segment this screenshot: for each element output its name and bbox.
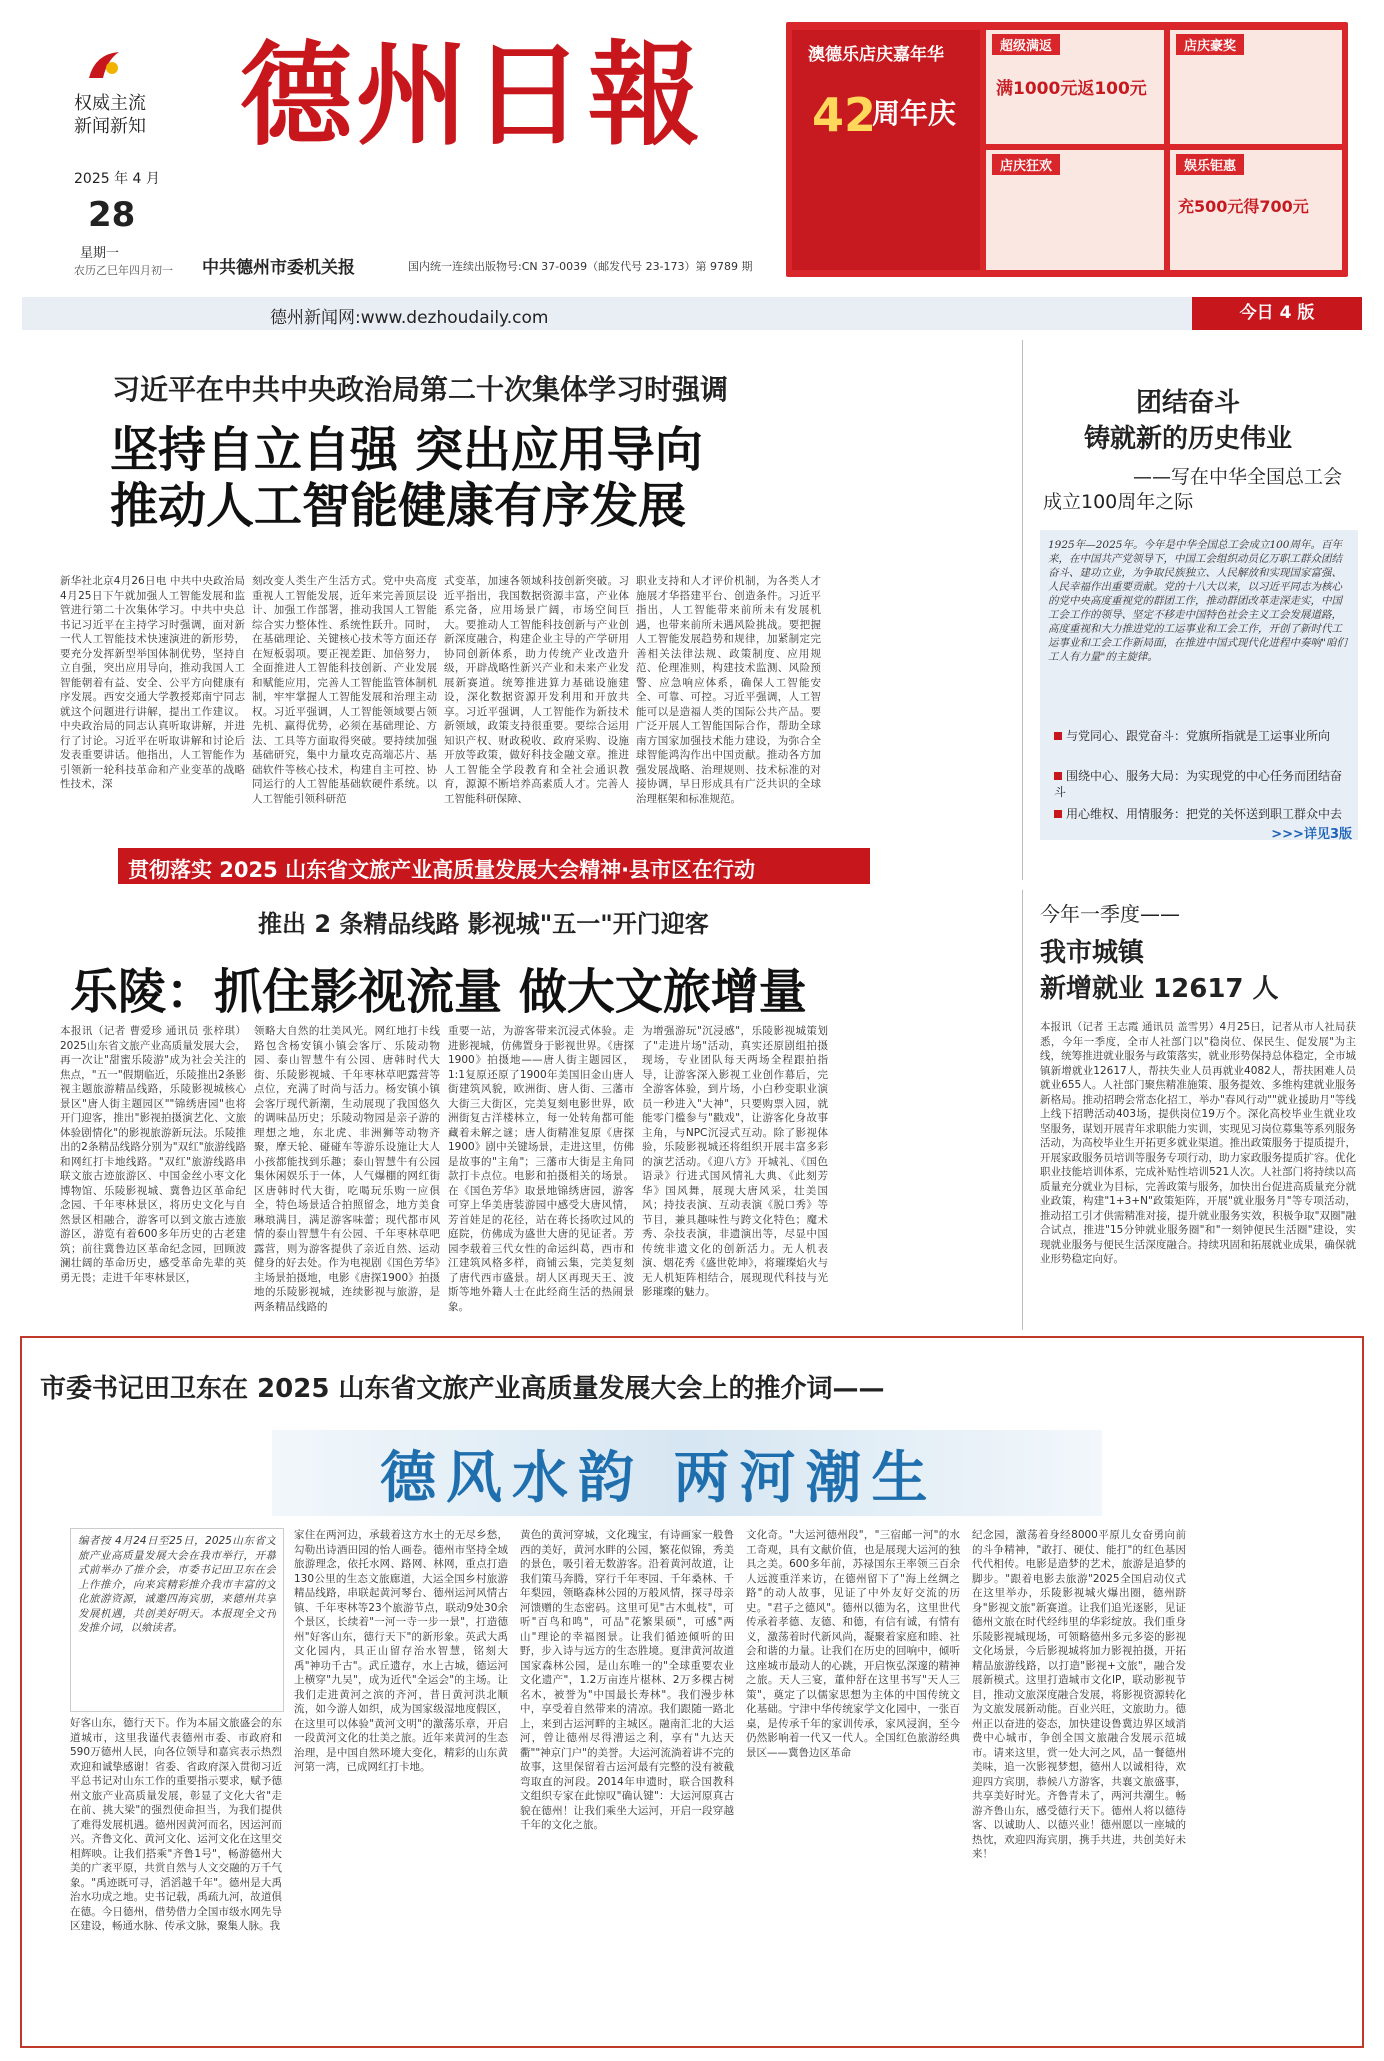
lunar-date: 农历乙巳年四月初一 <box>74 264 173 277</box>
sidebar-subtitle <box>1043 465 1343 515</box>
lead-headline-line2: 推动人工智能健康有序发展 <box>110 478 687 534</box>
ad-panel-prize <box>1170 30 1342 144</box>
section2-column-3: 重要一站，为游客带来沉浸式体验。走进影视城，仿佛置身于影视世界。《唐探1900》拍摄地——唐人街主题园区，1:1复原还原了1900年美国旧金山唐人街建筑风貌，欧洲街、唐人街、三藩市大街三大街区，完美复刻电影世界，欧洲街复古洋楼林立，每一处转角都可能藏着未解之谜；唐人街精准复原《唐探1900》剧中关键场景，走进这里，仿佛是故事的"主角"；三藩市大街是主角同款打卡点位。电影和拍摄相关的场景。在《国色芳华》取景地锦绣唐园，游客可穿上华美唐装游园中感受大唐风情，芳首娃足的花径，站在蒋长扬吹过风的庭院，仿佛成为盛世大唐的见证者。芳园李载着三代女性的命运纠葛，西市和江建筑风格多样，商铺云集，完美复刻了唐代西市盛景。胡人区再现天王、波斯等地外籍人士在此经商生活的热闹景象。 <box>448 1025 634 1313</box>
ad-tag: 娱乐钜惠 <box>1176 154 1244 175</box>
masthead: 德州日報 <box>240 30 704 161</box>
ad-anniversary-label: 周年庆 <box>872 97 957 130</box>
website-bar <box>22 297 1362 330</box>
feature-column-2: 家住在两河边，承载着这方水土的无尽乡愁，勾勒出诗酒田园的怡人画卷。德州市坚持全域旅游理念，依托水网、路网、林网，重点打造130公里的生态文旅廊道，大运全国乡村旅游精品线路，串联起黄河琴台、德州运河风情古镇、千年枣林等23个旅游节点，联动9处30余个景区，长续着"一河一寺一步一景"，打造德州"好客山东，德行天下"的新形象。英武大禹文化园内，具正山留存治水智慧，铭刻大禹"神功千古"。武丘遗存，水上古城，德运河上横穿"九吴"，成为近代"全运会"的主场。让我们走进黄河之滨的齐河，昔日黄河洪北顺流，如今游人如织，成为国家级湿地度假区，在这里可以体验"黄河文明"的激荡乐章，开启一段黄河文化的壮美之旅。近年来黄河的生态治理，是中国自然环境大变化，精彩的山东黄河第一湾，已成网红打卡地。 <box>294 1529 508 1773</box>
issue-number: 国内统一连续出版物号:CN 37-0039（邮发代号 23-173）第 9789 期 <box>408 260 753 273</box>
issue-day: 28 <box>88 195 136 235</box>
section2-headline: 乐陵：抓住影视流量 做大文旅增量 <box>70 964 807 1020</box>
lead-column-4: 职业支持和人才评价机制，为各类人才施展才华搭建平台、创造条件。习近平指出，人工智能带来前所未有发展机遇，也带来前所未遇风险挑战。要把握人工智能发展趋势和规律，加紧制定完善相关法律法规、政策制度、应用规范、伦理准则，构建技术监测、风险预警、应急响应体系，确保人工智能安全、可靠、可控。习近平强调，人工智能可以是造福人类的国际公共产品。要广泛开展人工智能国际合作，帮助全球南方国家加强技术能力建设，为弥合全球智能鸿沟作出中国贡献。推动各方加强发展战略、治理规则、技术标准的对接协调，早日形成具有广泛共识的全球治理框架和标准规范。 <box>636 575 821 805</box>
employment-title-line1: 我市城镇 <box>1040 938 1145 968</box>
feature-column-3: 黄色的黄河穿城，文化瑰宝，有诗画家一般鲁西的美好，黄河水畔的公园，繁花似锦，秀美的景色，吸引着无数游客。沿着黄河故道，让我们策马奔腾，穿行千年枣园、千年桑林、千年梨园，领略森林公园的万般风情，探寻母亲河馈赠的生态密码。这里可见"古木虬枝"，可听"百鸟和鸣"，可品"花繁果硕"，可感"两山"理论的幸福图景。让我们循迹倾听的田野，步入诗与远方的生态胜境。夏津黄河故道国家森林公园，是山东唯一的"全球重要农业文化遗产"，1.2万亩连片椹林、2万多棵古树名木，被誉为"中国最长寿林"。我们漫步林中，享受着自然带来的清凉。我们跟随一路北上，来到古运河畔的主城区。融南汇北的大运河，曾让德州尽得漕运之利，享有"九达天衢""神京门户"的美誉。大运河流淌着讲不完的故事，这里保留着古运河最有完整的没有被截弯取直的河段。2014年申遗时，联合国教科文组织专家在此惊叹"确认键"：大运河原真古貌在德州！让我们乘坐大运河，开启一段穿越千年的文化之旅。 <box>520 1529 734 1831</box>
lead-column-1: 新华社北京4月26日电 中共中央政治局4月25日下午就加强人工智能发展和监管进行第二十次集体学习。中共中央总书记习近平在主持学习时强调，面对新一代人工智能技术快速演进的新形势，要充分发挥新型举国体制优势，坚持自立自强，突出应用导向，推动我国人工智能朝着有益、安全、公平方向健康有序发展。西安交通大学教授郑南宁同志就这个问题进行讲解，提出工作建议。中央政治局的同志认真听取讲解，并进行了讨论。习近平在听取讲解和讨论后发表重要讲话。他指出，人工智能作为引领新一轮科技革命和产业变革的战略性技术，深 <box>60 575 245 790</box>
feature-column-1: 好客山东，德行天下。作为本届文旅盛会的东道城市，这里我谨代表德州市委、市政府和590万德州人民，向各位领导和嘉宾表示热烈欢迎和诚挚感谢！省委、省政府深入贯彻习近平总书记对山东工作的重要指示要求，赋予德州文旅产业高质量发展，彰显了文化大省"走在前、挑大梁"的强烈使命担当，为我们提供了难得发展机遇。德州因黄河而名，因运河而兴。齐鲁文化、黄河文化、运河文化在这里交相辉映。让我们搭乘"齐鲁1号"，畅游德州大美的广袤平原，共赏自然与人文交融的万千气象。"禹迹既可寻，滔滔越千年"。德州是大禹治水功成之地。史书记载，禹疏九河，故道俱在德。今日德州，借势借力全国市级水网先导区建设，畅通水脉、传承文脉，聚集人脉。我 <box>70 1717 282 1932</box>
sub-masthead: 中共德州市委机关报 <box>202 258 355 278</box>
section2-column-4: 为增强游玩"沉浸感"，乐陵影视城策划了"走进片场"活动，真实还原剧组拍摄现场，专业团队每天两场全程跟拍指导，让游客深入影视工业创作幕后，完全游客体验，到片场，小白秒变职业演员一秒进入"大神"，只要购票入园，就能零门槛参与"戳戏"，让游客化身故事主角，与NPC沉浸式互动。除了影视体验，乐陵影视城还将组织开展丰富多彩的演艺活动。《迎八方》开城礼、《国色语录》行进式国风情礼大典、《此刻芳华》国风舞，展现大唐风采，壮美国风；持技表演、互动表演《脱口秀》等节目，兼具趣味性与跨文化特色；魔术秀、杂技表演，非遗演出等，尽显中国传统非遗文化的创新活力。无人机表演、烟花秀《盛世乾坤》，将璀璨焰火与无人机矩阵相结合，展现现代科技与光影璀璨的魅力。 <box>642 1025 828 1298</box>
ad-tag: 店庆狂欢 <box>992 154 1060 175</box>
employment-kicker: 今年一季度—— <box>1040 902 1180 926</box>
section-banner <box>118 848 870 884</box>
sidebar-bullet: 围绕中心、服务大局：为实现党的中心任务而团结奋斗 <box>1054 769 1343 799</box>
feature-banner <box>272 1430 1102 1516</box>
feature-column-5: 纪念园，激荡着身经8000平原儿女奋勇向前的斗争精神，"敢打、硬仗、能打"的红色基因代代相传。电影是造梦的艺术，旅游是追梦的脚步。"跟着电影去旅游"2025全国启动仪式在这里举办，乐陵影视城火爆出圈，德州跻身"影视文旅"新赛道。让我们追光逐影，见证德州文旅在时代经纬里的华彩绽放。我们重身乐陵影视城现场，可领略德州多元多姿的影视文化场景，今后影视城将加力影视拍摄，开拓精品旅游线路，以打造"影视+文旅"，融合发展新模式。这里打造城市文化IP，联动影视节目，推动文旅深度融合发展，将影视资源转化为文旅发展新动能。百业兴旺，文旅助力。德州正以奋进的姿态，加快建设鲁冀边界区域消费中心城市，争创全国文旅融合发展示范城市。请来这里，赏一处大河之风，品一餐德州美味，追一次影视梦想，德州人以诚相待，欢迎四方宾朋，恭候八方游客，共襄文旅盛事，共享美好时光。齐鲁青未了，两河共潮生。畅游齐鲁山东，感受德行天下。德州人将以德待客、以诚助人、以德兴业！德州愿以一座城的热忱，欢迎四海宾朋，携手共进，共创美好未来！ <box>972 1529 1186 1860</box>
ad-tag: 店庆豪奖 <box>1176 34 1244 55</box>
sidebar-bullet: 用心维权、用情服务：把党的关怀送到职工群众中去 <box>1054 806 1344 822</box>
bullet-square-icon <box>1054 732 1062 740</box>
sidebar-intro: 1925年—2025年。今年是中华全国总工会成立100周年。百年来，在中国共产党领导下，中国工会组织动员亿万职工群众团结奋斗、建功立业，为争取民族独立、人民解放和实现国家富强、人民幸福作出重要贡献。党的十八大以来，以习近平同志为核心的党中央高度重视党的群团工作，推动群团改革走深走实，中国工会工作的领导、坚定不移走中国特色社会主义工会发展道路，高度重视和大力推进党的工运事业和工会工作，开创了新时代工运事业和工会工作新局面，在推进中国式现代化进程中奏响"咱们工人有力量"的主旋律。 <box>1048 539 1347 663</box>
column-divider <box>1022 340 1023 880</box>
ad-tag: 超级满返 <box>992 34 1060 55</box>
bullet-square-icon <box>1054 810 1062 818</box>
ad-promo: 充500元得700元 <box>1178 197 1309 216</box>
weekday: 星期一 <box>80 246 120 261</box>
ad-anniversary-number: 42 <box>812 88 877 142</box>
sidebar-subtitle-line1: ——写在中华全国总工会 <box>1133 466 1343 488</box>
issue-date: 2025 年 4 月 <box>74 171 160 187</box>
motto-line1: 权威主流 <box>74 93 146 114</box>
section2-column-1: 本报讯（记者 曹爱珍 通讯员 张梓琪）2025山东省文旅产业高质量发展大会，再一次让"甜蜜乐陵游"成为社会关注的焦点，"五一"假期临近，乐陵推出2条影视主题旅游精品线路，乐陵影视城核心景区"唐人街主题园区""锦绣唐园"也将开门迎客，推出"影视拍摄演艺化、文旅体验剧情化"的影视旅游新玩法。乐陵推出的2条精品线路分别为"双红"旅游线路和网红打卡地线路。"双红"旅游线路串联文旅古迹旅游区、中国金丝小枣文化博物馆、乐陵影视城、冀鲁边区革命纪念园、千年枣林景区，将历史文化与自然景区相融合，游客可以到文旅古迹旅游区，游览有着600多年历史的古老建筑；前往冀鲁边区革命纪念园，回顾波澜壮阔的革命历史，感受革命先辈的英勇无畏；走进千年枣林景区， <box>60 1025 246 1284</box>
employment-body: 本报讯（记者 王志霞 通讯员 盖雪男）4月25日，记者从市人社局获悉，今年一季度，全市人社部门以"稳岗位、保民生、促发展"为主线，统筹推进就业服务与政策落实，就业形势保持总体稳定，全市城镇新增就业12617人，帮扶失业人员再就业4082人，帮扶困难人员就业655人。人社部门聚焦精准施策、服务提效、多维构建就业服务新格局。推动招聘会常态化招工，举办"春风行动""就业援助月"等线上线下招聘活动403场，提供岗位19万个。深化高校毕业生就业攻坚服务，谋划开展青年求职能力实训，实现见习岗位募集等系列服务活动，为高校毕业生开拓更多就业渠道。推出政策服务于提质提升，开展家政服务员培训等服务专项行动，助力家政服务提质扩容。优化职业技能培训体系，完成补贴性培训521人次。人社部门将持续以高质量充分就业为目标，完善政策与服务，加快出台促进高质量充分就业政策，构建"1+3+N"政策矩阵，开展"就业服务月"等专项活动，推动招工引才供需精准对接，提升就业服务实效，积极争取"双圈"融合试点，推进"15分钟就业服务圈"和"一刻钟便民生活圈"建设，实现就业服务与便民生活深度融合。持续巩固和拓展就业成果，确保就业形势稳定向好。 <box>1040 1021 1356 1265</box>
page-count: 今日 4 版 <box>1192 297 1362 330</box>
advertisement[interactable] <box>786 22 1348 277</box>
lead-kicker: 习近平在中共中央政治局第二十次集体学习时强调 <box>112 373 729 406</box>
sidebar-title-line1: 团结奋斗 <box>1135 388 1240 418</box>
bullet-square-icon <box>1054 772 1062 780</box>
lead-headline-line1: 坚持自立自强 突出应用导向 <box>110 422 703 478</box>
section2-column-2: 领略大自然的壮美风光。网红地打卡线路包含杨安镇小镇会客厅、乐陵动物园、泰山智慧牛有公园、唐韩时代大街、乐陵影视城、千年枣林草吧露营等点位，充满了时尚与活力。杨安镇小镇会客厅现代新潮，生动展现了我国悠久的调味品历史；乐陵动物园是亲子游的理想之地，东北虎、非洲狮等动物齐聚，摩天轮、碰碰车等游乐设施让大人小孩都能找到乐趣；泰山智慧牛有公园集休闲娱乐于一体，人气爆棚的网红街区唐韩时代大街，吃喝玩乐购一应俱全，特色场景适合拍照留念，地方美食琳琅满目，满足游客味蕾；现代都市风情的泰山智慧牛有公园、千年枣林草吧露营，则为游客提供了亲近自然、运动健身的好去处。作为电视剧《国色芳华》主场景拍摄地，电影《唐探1900》拍摄地的乐陵影视城，连续影视与旅游，是两条精品线路的 <box>254 1025 440 1313</box>
ad-panel-rebate <box>986 30 1164 144</box>
motto-line2: 新闻新知 <box>74 116 146 137</box>
lead-headline <box>110 422 703 534</box>
column-divider <box>1022 890 1023 1330</box>
ad-main-panel <box>792 30 980 270</box>
feature-kicker: 市委书记田卫东在 2025 山东省文旅产业高质量发展大会上的推介词—— <box>40 1374 885 1404</box>
more-link[interactable]: >>>详见3版 <box>1271 827 1352 842</box>
ad-panel-carnival <box>986 150 1164 270</box>
sidebar-title <box>1043 385 1333 457</box>
section2-kicker: 推出 2 条精品线路 影视城"五一"开门迎客 <box>258 910 709 938</box>
editor-note: 编者按 4月24日至25日，2025山东省文旅产业高质量发展大会在我市举行，开幕式前举办了推介会，市委书记田卫东在会上作推介，向来宾精彩推介我市丰富的文化旅游资源，诚邀四海宾朋，来德州共享发展机遇，共创美好明天。本报现全文刊发推介词，以飨读者。 <box>78 1535 276 1634</box>
sidebar-subtitle-line2: 成立100周年之际 <box>1043 491 1194 513</box>
employment-title <box>1040 935 1279 1007</box>
sidebar-title-line2: 铸就新的历史伟业 <box>1083 424 1292 454</box>
employment-title-line2: 新增就业 12617 人 <box>1040 974 1279 1004</box>
ad-promo: 满1000元返100元 <box>996 79 1147 99</box>
newspaper-logo-icon <box>85 48 125 84</box>
motto <box>74 92 146 138</box>
ad-panel-entertainment <box>1170 150 1342 270</box>
feature-headline: 德风水韵 两河潮生 <box>380 1445 938 1511</box>
website-url[interactable]: 德州新闻网:www.dezhoudaily.com <box>270 308 549 328</box>
ad-title: 澳德乐店庆嘉年华 <box>808 45 944 65</box>
section-banner-text: 贯彻落实 2025 山东省文旅产业高质量发展大会精神·县市区在行动 <box>128 858 756 882</box>
sidebar-bullet: 与党同心、跟党奋斗：党旗所指就是工运事业所向 <box>1054 728 1344 744</box>
lead-column-3: 式变革，加速各领域科技创新突破。习近平指出，我国数据资源丰富，产业体系完备，应用场景广阔，市场空间巨大。要推动人工智能科技创新与产业创新深度融合，构建企业主导的产学研用协同创新体系，助力传统产业改造升级，开辟战略性新兴产业和未来产业发展新赛道。统筹推进算力基础设施建设，深化数据资源开发利用和开放共享。习近平强调，人工智能作为新技术新领域，政策支持很重要。要综合运用知识产权、财政税收、政府采购、设施开放等政策，做好科技金融文章。推进人工智能全学段教育和全社会通识教育，源源不断培养高素质人才。完善人工智能科研保障、 <box>444 575 629 805</box>
lead-column-2: 刻改变人类生产生活方式。党中央高度重视人工智能发展，近年来完善顶层设计、加强工作部署，推动我国人工智能综合实力整体性、系统性跃升。同时，在基础理论、关键核心技术等方面还存在短板弱项。要正视差距、加倍努力，全面推进人工智能科技创新、产业发展和赋能应用，完善人工智能监管体制机制，牢牢掌握人工智能发展和治理主动权。习近平强调，人工智能领域要占领先机、赢得优势，必须在基础理论、方法、工具等方面取得突破。要持续加强基础研究，集中力量攻克高端芯片、基础软件等核心技术，构建自主可控、协同运行的人工智能基础软硬件系统。以人工智能引领科研范 <box>252 575 437 805</box>
sidebar-box <box>1040 530 1358 840</box>
feature-column-4: 文化奇。"大运河德州段"，"三宿邮一河"的水工奇观，具有文献价值，也是展现大运河的独具之美。600多年前，苏禄国东王率领三百余人远渡重洋来访，在德州留下了"海上丝绸之路"的动人故事，见证了中外友好交流的历史。"君子之德风"。德州以德为名，这里世代传承着孝德、友德、和德，有信有诚，有情有义，激荡着时代新风尚，凝聚着家庭和睦、社会和谐的力量。让我们在历史的回响中，倾听这座城市最动人的心跳，开启恢弘深邃的精神之旅。天人三宴，董仲舒在这里书写"天人三策"，奠定了以儒家思想为主体的中国传统文化基础。宁津中华传统家学文化园中，一张百桌，是传承千年的家训传承，家风浸润，至今仍然影响着一代又一代人。全国红色旅游经典景区——冀鲁边区革命 <box>746 1529 960 1759</box>
